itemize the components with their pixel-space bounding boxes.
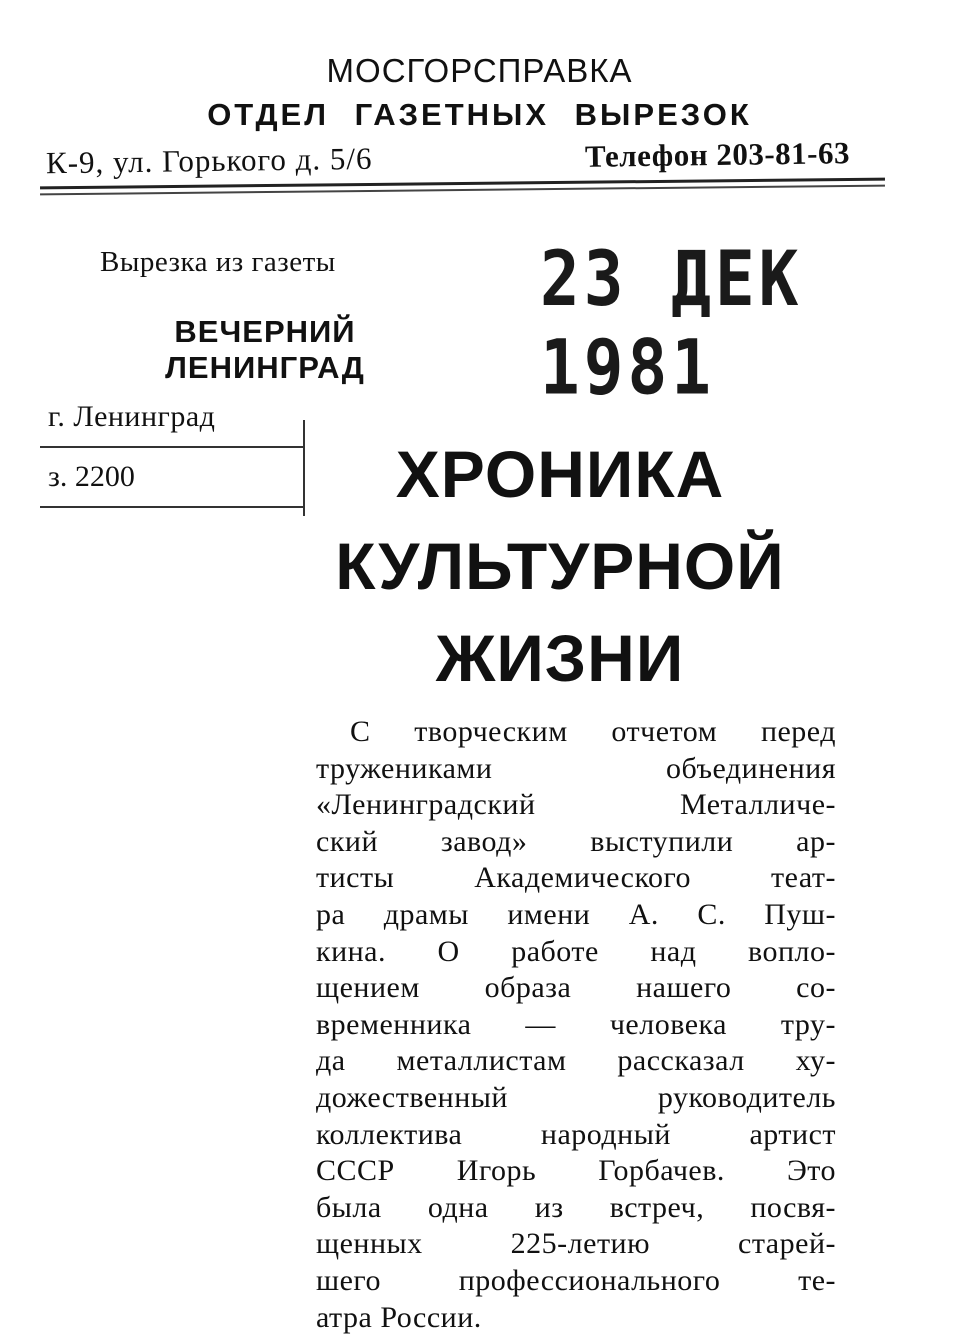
article-line: была одна из встреч, посвя- (316, 1190, 836, 1224)
newspaper-name-line-2: ЛЕНИНГРАД (165, 350, 365, 385)
article-line: тисты Академического теат- (316, 861, 836, 895)
info-box-border (303, 420, 305, 516)
city-field: г. Ленинград (48, 400, 216, 433)
order-underline (40, 506, 305, 508)
department-title: ОТДЕЛ ГАЗЕТНЫХ ВЫРЕЗОК (207, 97, 752, 132)
newspaper-name (135, 314, 395, 386)
newspaper-name-line-1: ВЕЧЕРНИЙ (174, 314, 356, 349)
article-line: дожественный руководитель (316, 1080, 836, 1114)
article-line: кина. О работе над вопло- (316, 934, 836, 968)
date-stamp: 23 ДЕК 1981 (540, 235, 803, 413)
headline-line: ХРОНИКА (395, 437, 725, 511)
article-line: «Ленинградский Металличе- (316, 788, 836, 822)
article-line: коллектива народный артист (316, 1117, 836, 1151)
order-number-field: з. 2200 (48, 460, 135, 493)
agency-title: МОСГОРСПРАВКА (326, 52, 633, 89)
article-line: щением образа нашего со- (316, 971, 836, 1005)
headline-line: КУЛЬТУРНОЙ (335, 529, 785, 603)
clipping-label: Вырезка из газеты (100, 246, 336, 278)
article-line: СССР Игорь Горбачев. Это (316, 1154, 836, 1188)
article-line: шего профессионального те- (316, 1263, 836, 1297)
article-line: атра России. (316, 1300, 482, 1334)
article-body (316, 714, 836, 1336)
article-line: ский завод» выступили ар- (316, 824, 836, 858)
headline-line: ЖИЗНИ (435, 621, 685, 695)
article-line: щенных 225-летию старей- (316, 1227, 836, 1261)
city-underline (40, 446, 305, 448)
article-line: ра драмы имени А. С. Пуш- (316, 897, 836, 931)
article-line: временника — человека тру- (316, 1007, 836, 1041)
article-line: да металлистам рассказал ху- (316, 1044, 836, 1078)
agency-phone: Телефон 203-81-63 (584, 135, 851, 174)
agency-address: К-9, ул. Горького д. 5/6 (45, 140, 373, 181)
article-line: тружениками объединения (316, 751, 836, 785)
article-headline (310, 428, 810, 704)
article-line: С творческим отчетом перед (350, 715, 836, 748)
